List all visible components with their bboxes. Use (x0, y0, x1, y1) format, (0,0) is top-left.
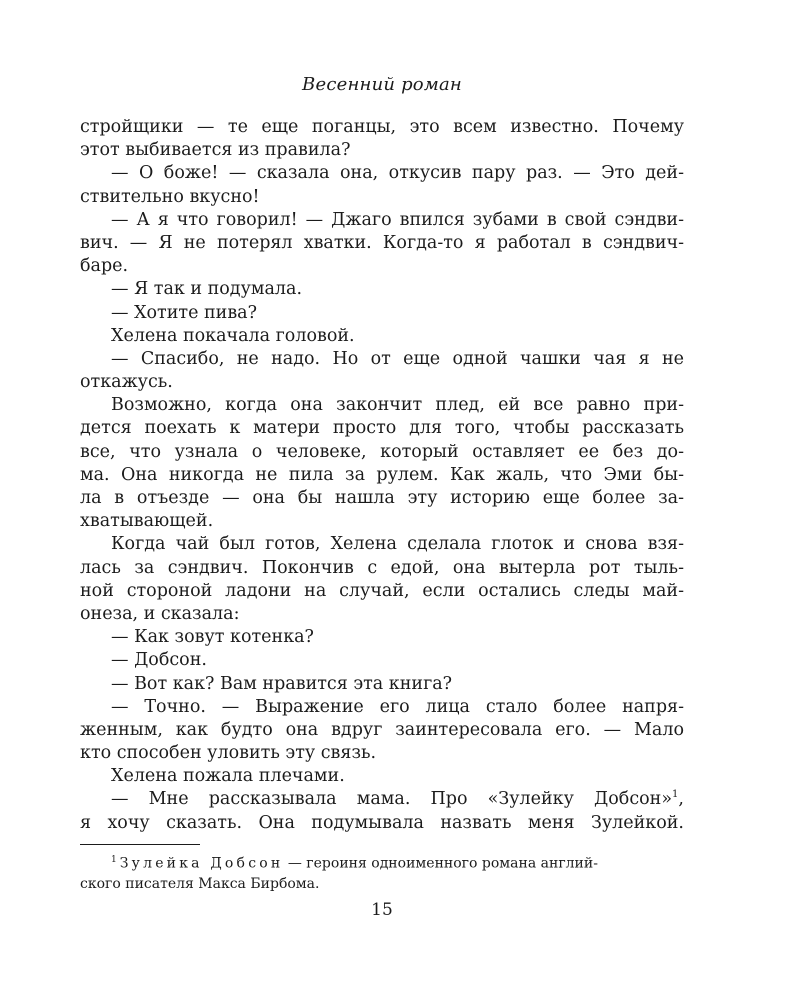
text-line: я хочу сказать. Она подумывала назвать меня Зулейкой. (80, 812, 684, 833)
text-fragment: — Мне рассказывала мама. Про «Зулейку Добсон» (111, 789, 673, 810)
text-line: — Спасибо, не надо. Но от еще одной чашки чая я не (111, 348, 684, 369)
body-text (80, 116, 684, 835)
text-line: ной стороной ладони на случай, если остались следы май- (80, 580, 684, 601)
text-line: ма. Она никогда не пила за рулем. Как жаль, что Эми бы- (80, 464, 684, 485)
text-line: Хелена пожала плечами. (111, 766, 345, 787)
footnote-reference[interactable]: 1 (672, 789, 679, 801)
text-line: хватывающей. (80, 511, 214, 532)
footnote-divider (80, 844, 200, 845)
text-line: онеза, и сказала: (80, 603, 240, 624)
text-line: все, что узнала о человеке, который оставляет ее без до- (80, 441, 684, 462)
text-line: ствительно вкусно! (80, 186, 260, 207)
footnote-text: — героиня одноименного романа англий- (283, 855, 598, 872)
text-line: Возможно, когда она закончит плед, ей все равно при- (111, 395, 684, 416)
text-line: — Вот как? Вам нравится эта книга? (111, 673, 453, 694)
text-line: — Я так и подумала. (111, 279, 303, 300)
footnote-block (80, 850, 684, 894)
footnote-term: Зулейка Добсон (119, 855, 284, 872)
text-line: — Хотите пива? (111, 302, 257, 323)
page-number: 15 (371, 900, 393, 920)
text-line: лась за сэндвич. Покончив с едой, она вытерла рот тыль- (80, 557, 684, 578)
text-line-with-footnote-mark (80, 788, 684, 811)
text-line: ла в отъезде — она бы нашла эту историю еще более за- (80, 488, 684, 508)
text-line: Хелена покачала головой. (111, 325, 355, 346)
text-fragment: , (678, 789, 684, 810)
text-line: — Добсон. (111, 650, 207, 671)
text-line: — О боже! — сказала она, откусив пару раз. — Это дей- (111, 163, 684, 184)
text-line: — Точно. — Выражение его лица стало более напря- (111, 696, 684, 717)
text-line: откажусь. (80, 372, 173, 393)
text-line: баре. (80, 256, 129, 277)
footnote-line (80, 850, 684, 874)
text-line: вич. — Я не потерял хватки. Когда-то я работал в сэндвич- (80, 232, 684, 253)
text-line: стройщики — те еще поганцы, это всем известно. Почему (80, 117, 684, 137)
text-line: этот выбивается из правила? (80, 140, 351, 161)
footnote-marker: 1 (111, 855, 117, 865)
footnote-line: ского писателя Макса Бирбома. (80, 875, 320, 892)
text-line: — Как зовут котенка? (111, 627, 314, 648)
text-line: Когда чай был готов, Хелена сделала глоток и снова взя- (111, 534, 684, 555)
book-page (80, 0, 684, 1000)
text-line: дется поехать к матери просто для того, чтобы рассказать (80, 418, 684, 439)
text-line: — А я что говорил! — Джаго впился зубами в свой сэндви- (111, 209, 684, 230)
running-head: Весенний роман (302, 74, 462, 95)
text-line: женным, как будто она вдруг заинтересовала его. — Мало (80, 719, 684, 740)
text-line: кто способен уловить эту связь. (80, 743, 377, 764)
